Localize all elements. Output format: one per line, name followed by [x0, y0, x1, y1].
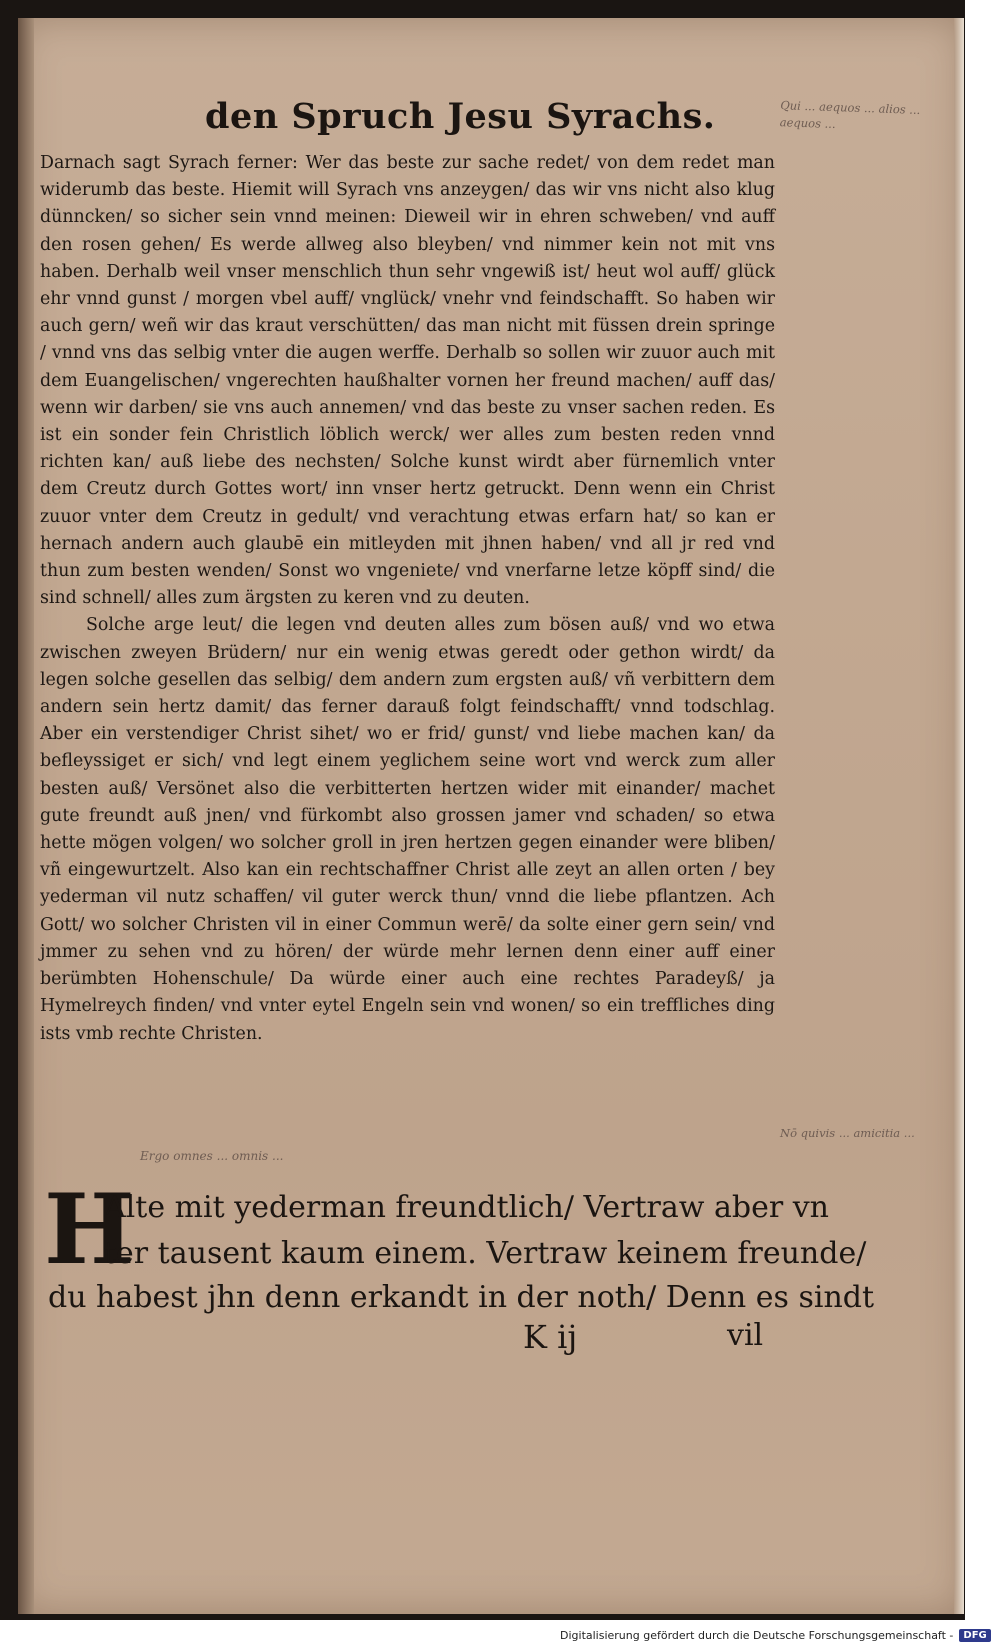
paragraph-2: Solche arge leut/ die legen vnd deuten alles zum bösen auß/ vnd wo etwa zwischen zweyen Brüdern/ nur ein wenig etwas geredt oder gethon wirdt/ da legen solche gesellen das selbig/ dem andern zum ergsten auß/ vñ verbittern dem andern sein hertz damit/ das ferner darauß folgt feindschafft/ vnnd todschlag. Aber ein verstendiger Christ sihet/ wo er frid/ gunst/ vnd liebe machen kan/ da befleyssiget er sich/ vnd legt einem yeglichem seine wort vnd werck zum aller besten auß/ Versönet also die verbitterten hertzen wider mit einander/ machet gute freundt auß jnen/ vnd fürkombt also grossen jamer vnd schaden/ so etwa hette mögen volgen/ wo solcher groll in jren hertzen gegen einander were bliben/ vñ eingewurtzelt. Also kan ein rechtschaffner Christ alle zeyt an allen orten / bey yederman vil nutz schaffen/ vil guter werck thun/ vnnd die liebe pflantzen. Ach Gott/ wo solcher Christen vil in einer Commun werē/ da solte einer gern sein/ vnd jmmer zu sehen vnd zu hören/ der würde mehr lernen denn einer auff einer berümbten Hohenschule/ Da würde einer auch eine rechtes Paradeyß/ ja Hymelreych finden/ vnd vnter eytel Engeln sein vnd wonen/ so ein treffliches ding ists vmb rechte Christen. [40, 615, 775, 1044]
page-binding [18, 18, 34, 1614]
body-text [40, 150, 775, 1048]
margin-note-under: Ergo omnes ... omnis ... [140, 1149, 284, 1163]
footer-credit [560, 1624, 1000, 1646]
page-edge [954, 18, 964, 1614]
dfg-logo[interactable]: DFG [959, 1629, 990, 1642]
footer-credit-text: Digitalisierung gefördert durch die Deutsche Forschungsgemeinschaft - [560, 1628, 954, 1642]
margin-note-top: Qui ... aequos ... alios ... aequos ... [779, 98, 921, 132]
paragraph-1: Darnach sagt Syrach ferner: Wer das beste zur sache redet/ von dem redet man widerumb das beste. Hiemit will Syrach vns anzeygen/ das wir vns nicht also klug dünncken/ so sicher sein vnnd meinen: Dieweil wir in ehren schweben/ vnd auff den rosen gehen/ Es werde allweg also bleyben/ vnd nimmer kein not mit vns haben. Derhalb weil vnser menschlich thun sehr vngewiß ist/ heut wol auff/ glück ehr vnnd gunst / morgen vbel auff/ vnglück/ vnehr vnd feindschafft. So haben wir auch gern/ weñ wir das kraut verschütten/ das man nicht mit füssen drein springe / vnnd vns das selbig vnter die augen werffe. Derhalb so sollen wir zuuor auch mit dem Euangelischen/ vngerechten haußhalter vornen her freund machen/ auff das/ wenn wir darben/ sie vns auch annemen/ vnd das beste zu vnser sachen reden. Es ist ein sonder fein Christlich löblich werck/ wer alles zum besten reden vnnd richten kan/ auß liebe des nechsten/ Solche kunst wirdt aber fürnemlich vnter dem Creutz durch Gottes wort/ inn vnser hertz getruckt. Denn wenn ein Christ zuuor vnter dem Creutz in gedult/ vnd verachtung etwas erfarn hat/ so kan er hernach andern auch glaubē ein mitleyden mit jhnen haben/ vnd all jr red vnd thun zum besten wenden/ Sonst wo vngeniete/ vnd vnerfarne letze köpff sind/ die sind schnell/ alles zum ärgsten zu keren vnd zu deuten. [40, 153, 775, 609]
margin-note-bottom: Nō quivis ... amicitia ... [780, 1126, 915, 1140]
chapter-dropcap: H [44, 1173, 135, 1286]
chapter-line-3: du habest jhn denn erkandt in der noth/ Denn es sindt [48, 1280, 875, 1315]
catchword: vil [727, 1318, 764, 1353]
chapter-line-1: Alte mit yederman freundtlich/ Vertraw aber vn [104, 1190, 829, 1225]
signature-mark: K ij [523, 1318, 578, 1356]
page-heading: den Spruch Jesu Syrachs. [205, 96, 716, 137]
chapter-line-2: ter tausent kaum einem. Vertraw keinem freunde/ [104, 1236, 867, 1271]
